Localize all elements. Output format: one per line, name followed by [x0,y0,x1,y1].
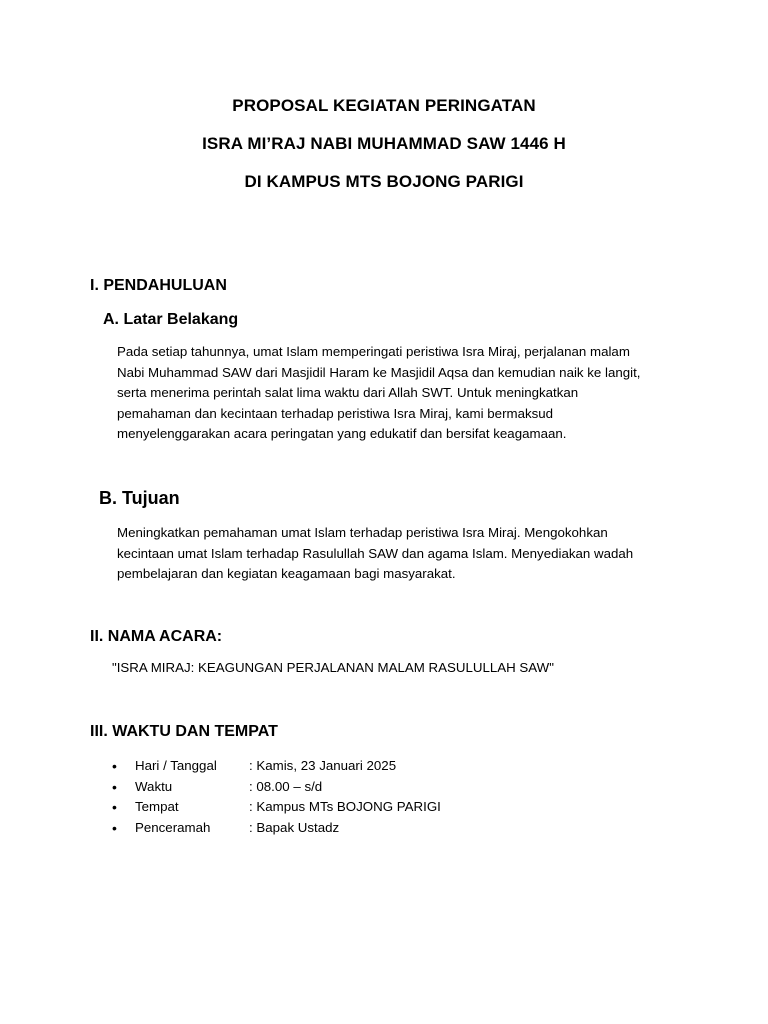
bullet-icon: • [112,758,117,774]
list-item-label: Tempat [135,799,179,814]
paragraph-line: Nabi Muhammad SAW dari Masjidil Haram ke Masjidil Aqsa dan kemudian naik ke langit, [117,364,641,380]
bullet-icon: • [112,778,117,795]
document-title-line-1: PROPOSAL KEGIATAN PERINGATAN [232,96,536,115]
document-title-line-3: DI KAMPUS MTS BOJONG PARIGI [244,172,524,191]
subsection-heading-tujuan: B. Tujuan [99,488,180,508]
paragraph-line: serta menerima perintah salat lima waktu dari Allah SWT. Untuk meningkatkan [117,385,579,400]
section-heading-nama-acara: II. NAMA ACARA: [90,628,223,645]
paragraph-latar-belakang [117,342,677,445]
paragraph-line: kecintaan umat Islam terhadap Rasulullah SAW dan agama Islam. Menyediakan wadah [117,545,634,561]
subsection-heading-latar-belakang: A. Latar Belakang [103,311,239,328]
list-item-value: : Kamis, 23 Januari 2025 [249,758,397,773]
bullet-icon: • [112,799,117,815]
section-heading-waktu-dan-tempat: III. WAKTU DAN TEMPAT [90,723,278,740]
paragraph-line: Meningkatkan pemahaman umat Islam terhadap peristiwa Isra Miraj. Mengokohkan [117,525,608,540]
list-item-label: Hari / Tanggal [135,758,217,773]
document-title-line-2: ISRA MI’RAJ NABI MUHAMMAD SAW 1446 H [202,134,566,153]
bullet-icon: • [112,819,117,836]
list-item-value: : 08.00 – s/d [249,778,323,794]
list-item-value: : Kampus MTs BOJONG PARIGI [249,799,441,814]
list-item-label: Waktu [135,778,173,794]
event-name: "ISRA MIRAJ: KEAGUNGAN PERJALANAN MALAM RASULULLAH SAW" [112,660,554,675]
paragraph-line: pembelajaran dan kegiatan keagamaan bagi masyarakat. [117,566,456,581]
section-heading-pendahuluan: I. PENDAHULUAN [90,277,227,294]
paragraph-line: Pada setiap tahunnya, umat Islam memperingati peristiwa Isra Miraj, perjalanan malam [117,344,630,359]
paragraph-line: menyelenggarakan acara peringatan yang edukatif dan bersifat keagamaan. [117,426,567,441]
list-item-value: : Bapak Ustadz [249,819,340,835]
paragraph-tujuan [117,523,677,585]
paragraph-line: pemahaman dan kecintaan terhadap peristiwa Isra Miraj, kami bermaksud [117,405,554,421]
list-item-label: Penceramah [135,819,211,835]
